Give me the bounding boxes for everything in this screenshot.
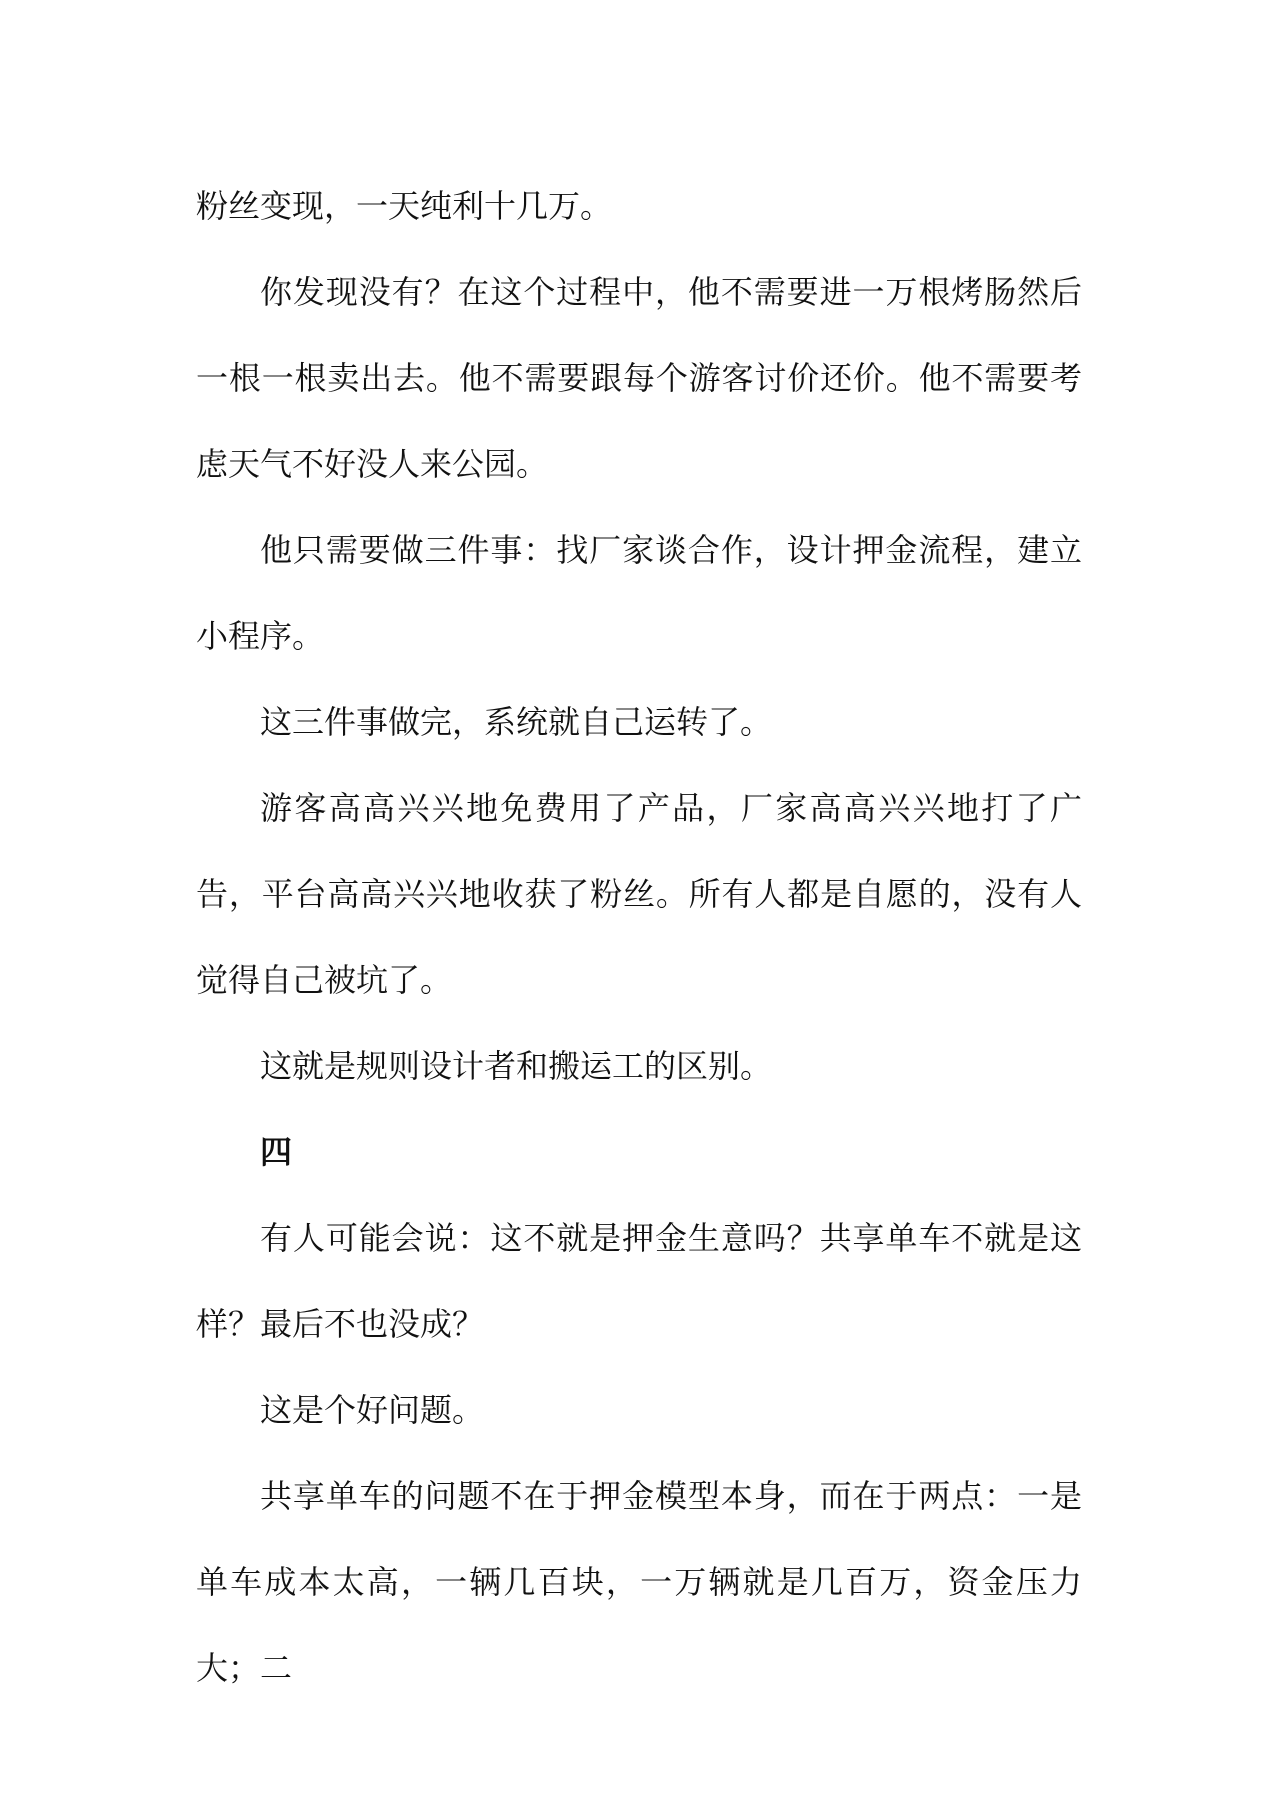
paragraph: 共享单车的问题不在于押金模型本身，而在于两点：一是单车成本太高，一辆几百块，一万辆就是几百万，资金压力大；二: [196, 1477, 1082, 1687]
paragraph: 有人可能会说：这不就是押金生意吗？共享单车不就是这样？最后不也没成？: [196, 1219, 1082, 1343]
paragraph: 你发现没有？在这个过程中，他不需要进一万根烤肠然后一根一根卖出去。他不需要跟每个游客讨价还价。他不需要考虑天气不好没人来公园。: [196, 273, 1082, 483]
paragraph-continuation: 粉丝变现，一天纯利十几万。: [196, 187, 613, 225]
section-heading: 四: [260, 1133, 293, 1171]
paragraph: 他只需要做三件事：找厂家谈合作，设计押金流程，建立小程序。: [196, 531, 1082, 655]
document-body: [196, 163, 1082, 1711]
paragraph: 这是个好问题。: [260, 1391, 485, 1429]
paragraph: 游客高高兴兴地免费用了产品，厂家高高兴兴地打了广告，平台高高兴兴地收获了粉丝。所有人都是自愿的，没有人觉得自己被坑了。: [196, 789, 1082, 999]
paragraph: 这三件事做完，系统就自己运转了。: [260, 703, 773, 741]
paragraph: 这就是规则设计者和搬运工的区别。: [260, 1047, 773, 1085]
